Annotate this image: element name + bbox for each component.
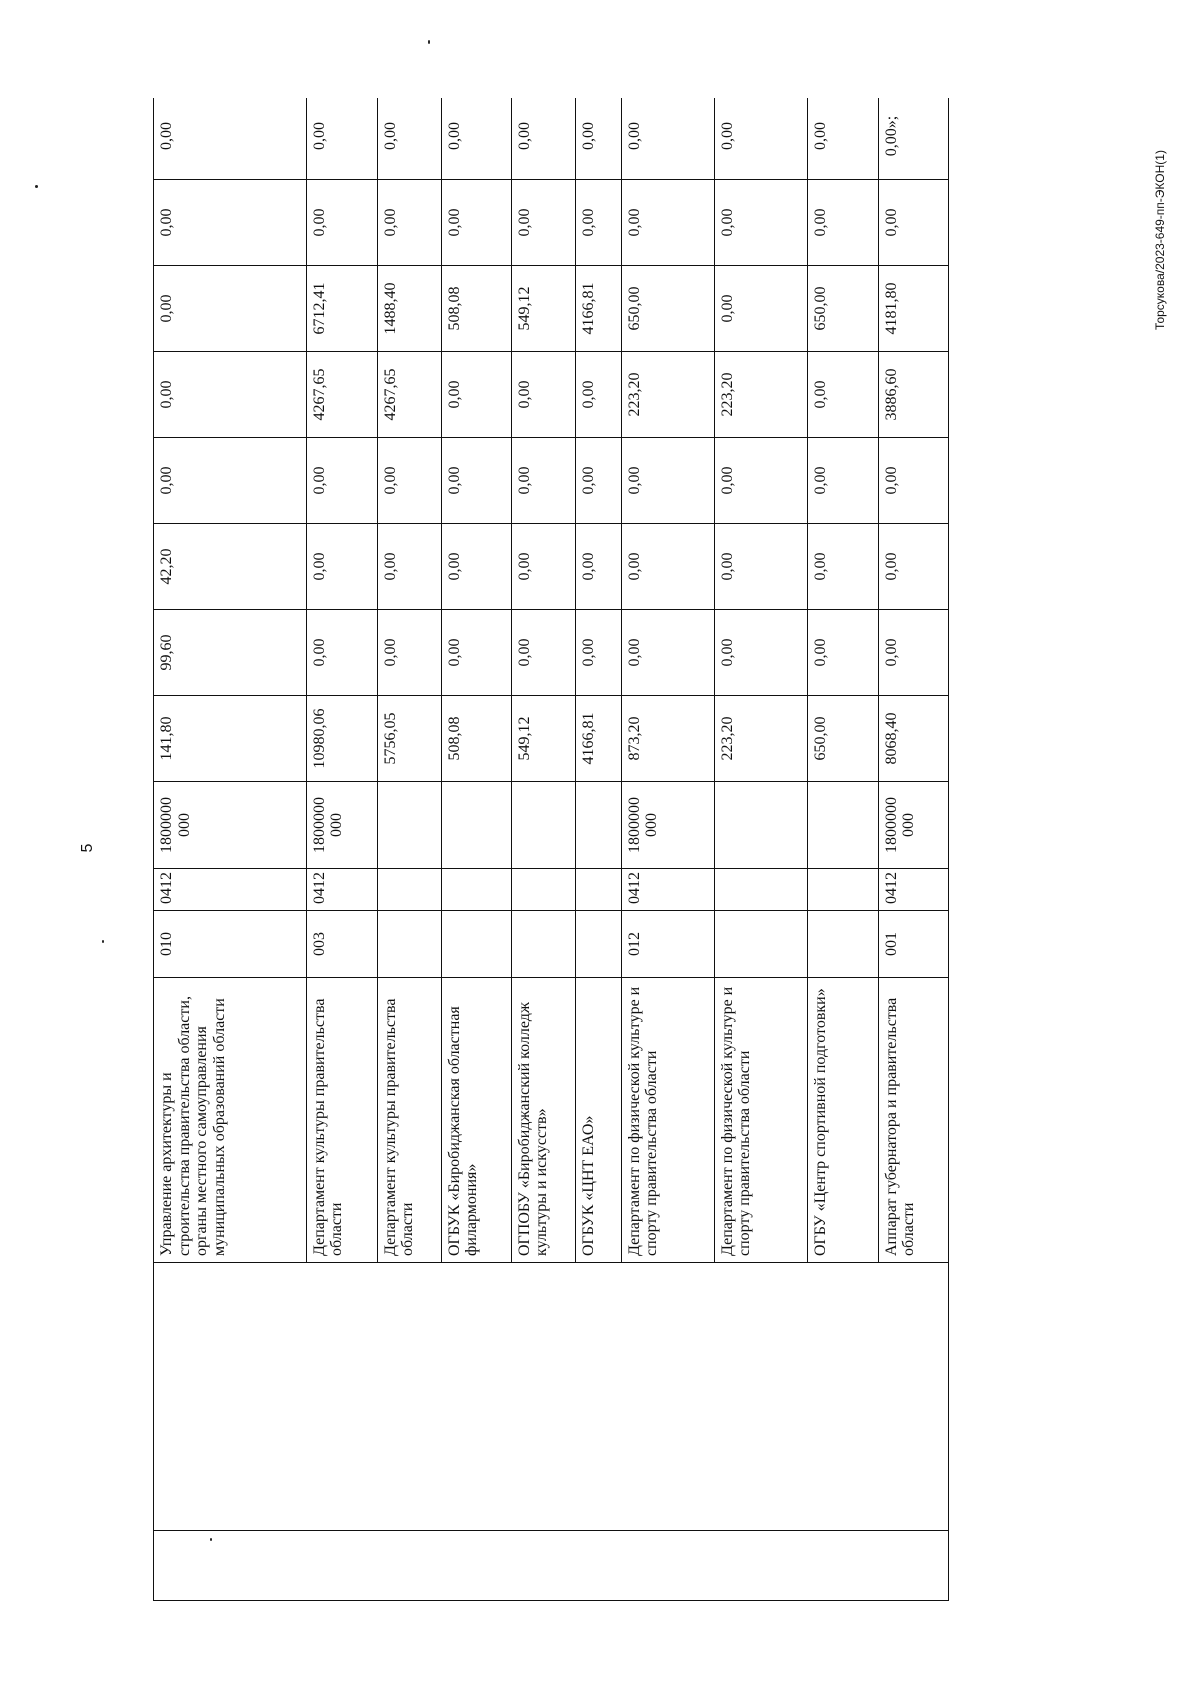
amount-cell: 0,00 [807, 438, 878, 524]
recipient-name: Департамент по физической культуре и спорту правительства области [621, 978, 714, 1263]
amount-cell: 0,00 [575, 438, 621, 524]
target-article-code [575, 782, 621, 869]
amount-cell: 4267,65 [306, 352, 377, 438]
amount-cell: 0,00 [154, 438, 307, 524]
amount-cell: 0,00 [807, 524, 878, 610]
empty-cell [154, 1263, 949, 1531]
recipient-name: Департамент по физической культуре и спорту правительства области [714, 978, 807, 1263]
target-article-code: 1800000 000 [878, 782, 948, 869]
amount-cell: 0,00 [306, 98, 377, 180]
amount-cell: 0,00 [306, 438, 377, 524]
section-code: 0412 [154, 869, 307, 911]
amount-cell: 0,00 [377, 98, 441, 180]
amount-cell: 0,00 [154, 352, 307, 438]
amount-cell: 0,00 [306, 524, 377, 610]
section-code [511, 869, 575, 911]
table-container [153, 98, 949, 1601]
section-code [441, 869, 511, 911]
amount-cell: 0,00 [511, 352, 575, 438]
amount-cell: 0,00 [306, 180, 377, 266]
target-article-code: 1800000 000 [154, 782, 307, 869]
scan-speck [102, 940, 104, 943]
amount-cell: 0,00 [154, 266, 307, 352]
amount-cell: 0,00 [714, 266, 807, 352]
grbs-code: 003 [306, 911, 377, 978]
amount-cell: 0,00 [154, 180, 307, 266]
page-number: 5 [79, 843, 96, 853]
grbs-code [511, 911, 575, 978]
amount-cell: 0,00»; [878, 98, 948, 180]
budget-table [153, 98, 949, 1601]
amount-cell: 0,00 [441, 610, 511, 696]
amount-cell: 0,00 [511, 524, 575, 610]
amount-cell: 0,00 [575, 180, 621, 266]
section-code: 0412 [306, 869, 377, 911]
amount-cell: 0,00 [807, 352, 878, 438]
amount-cell: 223,20 [621, 352, 714, 438]
amount-cell: 0,00 [714, 180, 807, 266]
amount-cell: 1488,40 [377, 266, 441, 352]
recipient-name: ОГБУ «Центр спортивной подготовки» [807, 978, 878, 1263]
amount-cell: 650,00 [621, 266, 714, 352]
section-code: 0412 [878, 869, 948, 911]
amount-cell: 0,00 [441, 180, 511, 266]
grbs-code [714, 911, 807, 978]
section-code [575, 869, 621, 911]
amount-cell: 0,00 [621, 524, 714, 610]
amount-cell: 6712,41 [306, 266, 377, 352]
amount-cell: 0,00 [714, 524, 807, 610]
amount-cell: 0,00 [621, 180, 714, 266]
amount-cell: 0,00 [807, 98, 878, 180]
scan-speck [35, 185, 38, 188]
amount-cell: 0,00 [575, 352, 621, 438]
table-row [154, 98, 307, 1601]
amount-cell: 0,00 [807, 610, 878, 696]
amount-cell: 0,00 [441, 524, 511, 610]
recipient-name: Аппарат губернатора и правительства области [878, 978, 948, 1263]
amount-cell: 0,00 [714, 98, 807, 180]
amount-cell: 0,00 [306, 610, 377, 696]
amount-cell: 4181,80 [878, 266, 948, 352]
amount-cell: 0,00 [511, 438, 575, 524]
section-code [714, 869, 807, 911]
amount-cell: 0,00 [377, 610, 441, 696]
amount-cell: 0,00 [621, 610, 714, 696]
amount-cell: 99,60 [154, 610, 307, 696]
amount-cell: 0,00 [511, 610, 575, 696]
empty-cell [154, 1531, 949, 1601]
amount-cell: 0,00 [575, 610, 621, 696]
amount-cell: 0,00 [441, 352, 511, 438]
recipient-name: ОГБУК «Биробиджанская областная филармония» [441, 978, 511, 1263]
document-code: Торсукова/2023-649-пп-ЭКОН(1) [1153, 150, 1167, 330]
amount-cell: 0,00 [441, 98, 511, 180]
amount-cell: 141,80 [154, 696, 307, 782]
recipient-name: ОГБУК «ЦНТ ЕАО» [575, 978, 621, 1263]
recipient-name: Управление архитектуры и строительства правительства области, органы местного самоуправления муниципальных образований области [154, 978, 307, 1263]
amount-cell: 650,00 [807, 696, 878, 782]
amount-cell: 0,00 [621, 438, 714, 524]
amount-cell: 508,08 [441, 696, 511, 782]
amount-cell: 0,00 [878, 438, 948, 524]
amount-cell: 223,20 [714, 696, 807, 782]
recipient-name: Департамент культуры правительства области [306, 978, 377, 1263]
amount-cell: 549,12 [511, 696, 575, 782]
grbs-code [441, 911, 511, 978]
amount-cell: 0,00 [575, 524, 621, 610]
amount-cell: 0,00 [511, 98, 575, 180]
amount-cell: 0,00 [714, 610, 807, 696]
amount-cell: 0,00 [878, 180, 948, 266]
target-article-code [377, 782, 441, 869]
amount-cell: 10980,06 [306, 696, 377, 782]
target-article-code [511, 782, 575, 869]
amount-cell: 5756,05 [377, 696, 441, 782]
amount-cell: 0,00 [878, 610, 948, 696]
amount-cell: 8068,40 [878, 696, 948, 782]
target-article-code: 1800000 000 [306, 782, 377, 869]
recipient-name: ОГПОБУ «Биробиджанский колледж культуры и искусств» [511, 978, 575, 1263]
amount-cell: 0,00 [714, 438, 807, 524]
amount-cell: 0,00 [377, 438, 441, 524]
amount-cell: 650,00 [807, 266, 878, 352]
amount-cell: 42,20 [154, 524, 307, 610]
amount-cell: 4267,65 [377, 352, 441, 438]
grbs-code [807, 911, 878, 978]
grbs-code: 001 [878, 911, 948, 978]
target-article-code: 1800000 000 [621, 782, 714, 869]
amount-cell: 223,20 [714, 352, 807, 438]
amount-cell: 3886,60 [878, 352, 948, 438]
section-code [377, 869, 441, 911]
amount-cell: 0,00 [807, 180, 878, 266]
target-article-code [441, 782, 511, 869]
amount-cell: 508,08 [441, 266, 511, 352]
target-article-code [807, 782, 878, 869]
amount-cell: 0,00 [154, 98, 307, 180]
recipient-name: Департамент культуры правительства области [377, 978, 441, 1263]
section-code [807, 869, 878, 911]
grbs-code [377, 911, 441, 978]
amount-cell: 0,00 [377, 180, 441, 266]
amount-cell: 0,00 [441, 438, 511, 524]
amount-cell: 0,00 [878, 524, 948, 610]
amount-cell: 549,12 [511, 266, 575, 352]
scan-speck [428, 40, 430, 44]
amount-cell: 4166,81 [575, 696, 621, 782]
section-code: 0412 [621, 869, 714, 911]
amount-cell: 0,00 [377, 524, 441, 610]
amount-cell: 4166,81 [575, 266, 621, 352]
grbs-code: 012 [621, 911, 714, 978]
amount-cell: 0,00 [621, 98, 714, 180]
grbs-code [575, 911, 621, 978]
grbs-code: 010 [154, 911, 307, 978]
amount-cell: 0,00 [511, 180, 575, 266]
amount-cell: 0,00 [575, 98, 621, 180]
amount-cell: 873,20 [621, 696, 714, 782]
target-article-code [714, 782, 807, 869]
